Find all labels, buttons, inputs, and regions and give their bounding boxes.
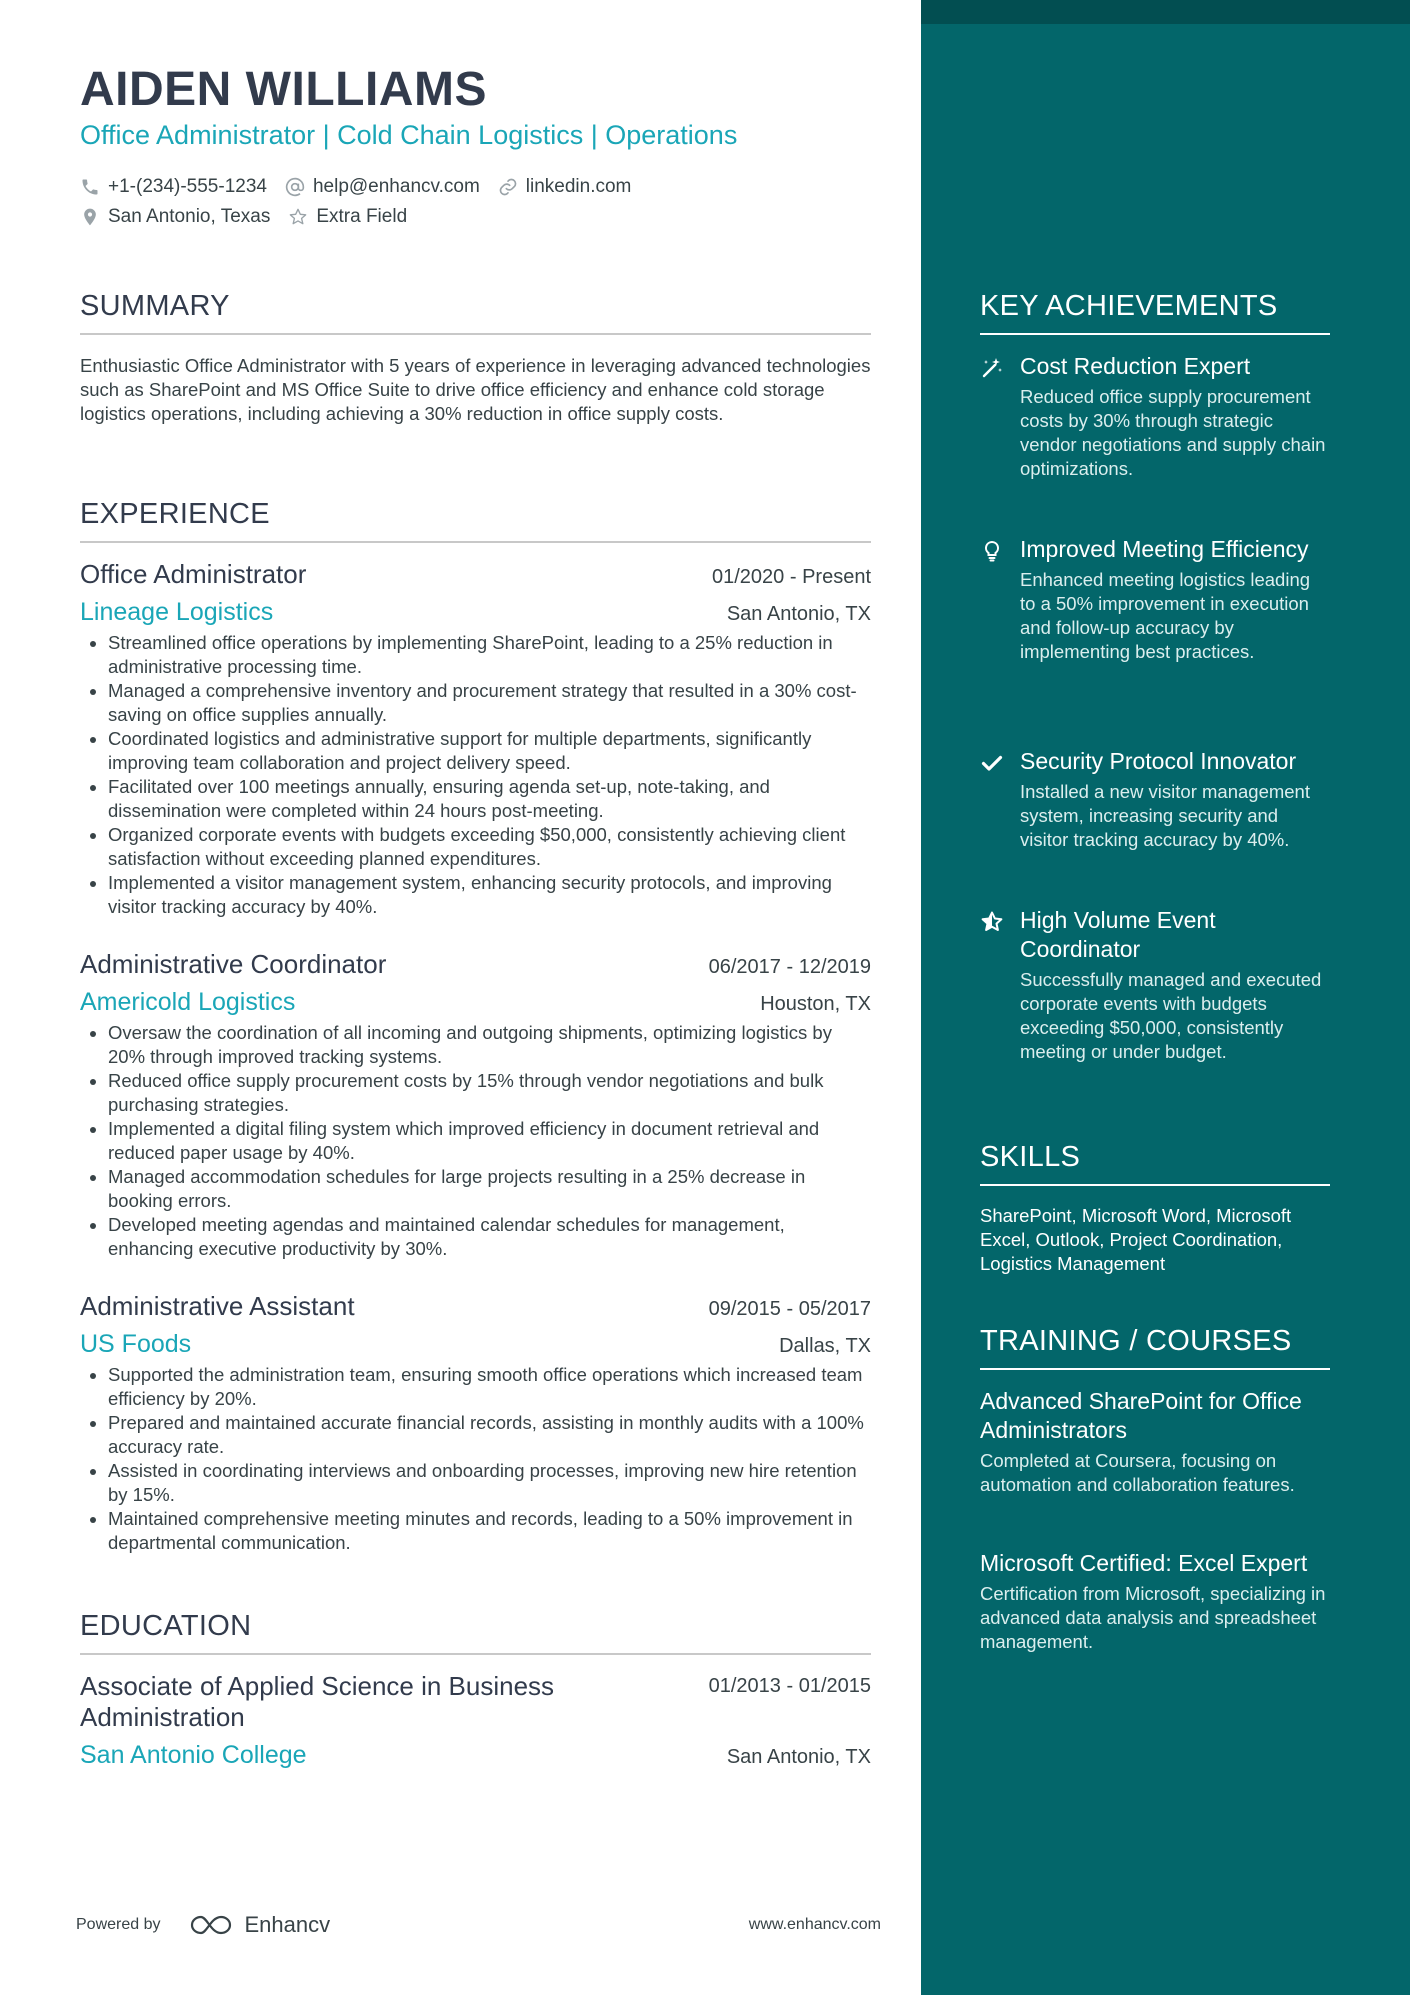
bullet-item: • Maintained comprehensive meeting minutes and records, leading to a 50% improvement in departmental communication. xyxy=(108,1507,871,1555)
contact-info xyxy=(80,172,649,232)
summary-heading: SUMMARY xyxy=(80,290,871,335)
achievements-heading: KEY ACHIEVEMENTS xyxy=(980,290,1330,335)
job-company: Lineage Logistics xyxy=(80,598,274,626)
education-dates: 01/2013 - 01/2015 xyxy=(708,1675,871,1697)
achievement-title: Cost Reduction Expert xyxy=(1020,353,1251,379)
degree-title: Associate of Applied Science in Business Administration xyxy=(80,1671,555,1732)
training-heading: TRAINING / COURSES xyxy=(980,1325,1330,1370)
email-text: help@enhancv.com xyxy=(312,176,480,197)
powered-by xyxy=(76,1912,358,1938)
bullet-item: • Developed meeting agendas and maintained calendar schedules for management, enhancing executive productivity by 30%. xyxy=(108,1213,871,1261)
bullet-item: • Prepared and maintained accurate financial records, assisting in monthly audits with a 100% accuracy rate. xyxy=(108,1411,871,1459)
job-bullets xyxy=(80,631,871,919)
job-location: San Antonio, TX xyxy=(726,603,871,625)
bullet-item: • Oversaw the coordination of all incoming and outgoing shipments, optimizing logistics by 20% through improved tracking systems. xyxy=(108,1021,871,1069)
powered-by-label: Powered by xyxy=(76,1916,161,1933)
phone-icon xyxy=(80,177,100,197)
achievement-title: High Volume Event Coordinator xyxy=(1020,907,1216,962)
school-location: San Antonio, TX xyxy=(726,1746,871,1768)
bullet-item: • Streamlined office operations by implementing SharePoint, leading to a 25% reduction in administrative processing time. xyxy=(108,631,871,679)
bullet-item: • Supported the administration team, ensuring smooth office operations which increased team efficiency by 20%. xyxy=(108,1363,871,1411)
skills-text: SharePoint, Microsoft Word, Microsoft Excel, Outlook, Project Coordination, Logistics Management xyxy=(980,1205,1292,1274)
bullet-item: • Assisted in coordinating interviews and onboarding processes, improving new hire retention by 15%. xyxy=(108,1459,871,1507)
website-link[interactable]: www.enhancv.com xyxy=(748,1916,881,1933)
email-contact[interactable] xyxy=(285,176,480,198)
summary-text: Enthusiastic Office Administrator with 5 years of experience in leveraging advanced technologies such as SharePoint and MS Office Suite to drive office efficiency and enhance cold storage logistics operations, including achieving a 30% reduction in office supply costs. xyxy=(80,355,871,424)
bullet-item: • Organized corporate events with budgets exceeding $50,000, consistently achieving client satisfaction without exceeding planned expenditures. xyxy=(108,823,871,871)
achievement-title: Improved Meeting Efficiency xyxy=(1020,536,1309,562)
job-entry xyxy=(80,949,871,1261)
bullet-item: • Implemented a digital filing system which improved efficiency in document retrieval and reduced paper usage by 40%. xyxy=(108,1117,871,1165)
job-dates: 09/2015 - 05/2017 xyxy=(708,1298,871,1320)
location-pin-icon xyxy=(80,207,100,227)
achievement-item xyxy=(980,906,1330,1064)
location-text: San Antonio, Texas xyxy=(108,206,271,227)
job-location: Houston, TX xyxy=(760,993,871,1015)
link-text: linkedin.com xyxy=(525,176,632,197)
wand-icon xyxy=(980,356,1004,380)
job-location: Dallas, TX xyxy=(779,1335,871,1357)
footer xyxy=(76,1912,881,1938)
star-outline-icon xyxy=(288,207,308,227)
achievement-description: Reduced office supply procurement costs by 30% through strategic vendor negotiations and supply chain optimizations. xyxy=(1020,386,1326,479)
bullet-item: • Managed a comprehensive inventory and procurement strategy that resulted in a 30% cost-saving on office supplies annually. xyxy=(108,679,871,727)
candidate-name: AIDEN WILLIAMS xyxy=(80,63,487,116)
job-bullets xyxy=(80,1021,871,1261)
course-title: Microsoft Certified: Excel Expert xyxy=(980,1550,1308,1576)
achievement-item xyxy=(980,535,1330,664)
job-title: Administrative Coordinator xyxy=(80,949,387,979)
job-bullets xyxy=(80,1363,871,1555)
enhancv-logo-icon xyxy=(189,1913,235,1937)
bullet-item: • Coordinated logistics and administrative support for multiple departments, significantly improving team collaboration and project delivery speed. xyxy=(108,727,871,775)
achievement-description: Successfully managed and executed corporate events with budgets exceeding $50,000, consistently meeting or under budget. xyxy=(1020,969,1322,1062)
candidate-subtitle: Office Administrator | Cold Chain Logistics | Operations xyxy=(80,120,738,150)
achievement-description: Installed a new visitor management system, increasing security and visitor tracking accuracy by 40%. xyxy=(1020,781,1310,850)
education-entry xyxy=(80,1671,871,1770)
job-title: Office Administrator xyxy=(80,559,307,589)
bullet-item: • Managed accommodation schedules for large projects resulting in a 25% decrease in booking errors. xyxy=(108,1165,871,1213)
achievement-item xyxy=(980,352,1330,481)
job-entry xyxy=(80,559,871,919)
job-dates: 01/2020 - Present xyxy=(712,566,871,588)
experience-heading: EXPERIENCE xyxy=(80,498,871,543)
bullet-item: • Facilitated over 100 meetings annually, ensuring agenda set-up, note-taking, and dissemination were completed within 24 hours post-meeting. xyxy=(108,775,871,823)
achievement-title: Security Protocol Innovator xyxy=(1020,748,1297,774)
sidebar-top-bar xyxy=(921,0,1410,24)
extra-text: Extra Field xyxy=(316,206,408,227)
star-icon xyxy=(980,910,1004,934)
phone-text: +1-(234)-555-1234 xyxy=(108,176,267,197)
brand-name: Enhancv xyxy=(244,1912,331,1937)
phone-contact[interactable] xyxy=(80,176,267,198)
at-sign-icon xyxy=(285,177,305,197)
bullet-item: • Implemented a visitor management system, enhancing security protocols, and improving visitor tracking accuracy by 40%. xyxy=(108,871,871,919)
course-description: Certification from Microsoft, specializing in advanced data analysis and spreadsheet management. xyxy=(980,1583,1326,1652)
extra-contact xyxy=(288,206,407,228)
checkmark-icon xyxy=(980,751,1004,775)
course-item xyxy=(980,1549,1330,1654)
job-dates: 06/2017 - 12/2019 xyxy=(708,956,871,978)
skills-heading: SKILLS xyxy=(980,1141,1330,1186)
location-contact xyxy=(80,206,270,228)
school-name: San Antonio College xyxy=(80,1741,307,1769)
lightbulb-icon xyxy=(980,539,1004,563)
education-heading: EDUCATION xyxy=(80,1610,871,1655)
achievement-description: Enhanced meeting logistics leading to a 50% improvement in execution and follow-up accuracy by implementing best practices. xyxy=(1020,569,1311,662)
course-title: Advanced SharePoint for Office Administrators xyxy=(980,1388,1302,1443)
job-company: US Foods xyxy=(80,1330,192,1358)
job-title: Administrative Assistant xyxy=(80,1291,355,1321)
bullet-item: • Reduced office supply procurement costs by 15% through vendor negotiations and bulk purchasing strategies. xyxy=(108,1069,871,1117)
link-icon xyxy=(498,177,518,197)
course-item xyxy=(980,1387,1330,1497)
achievement-item xyxy=(980,747,1330,852)
brand-logo[interactable] xyxy=(189,1912,359,1938)
link-contact[interactable] xyxy=(498,176,632,198)
job-company: Americold Logistics xyxy=(80,988,296,1016)
course-description: Completed at Coursera, focusing on automation and collaboration features. xyxy=(980,1450,1295,1495)
job-entry xyxy=(80,1291,871,1555)
